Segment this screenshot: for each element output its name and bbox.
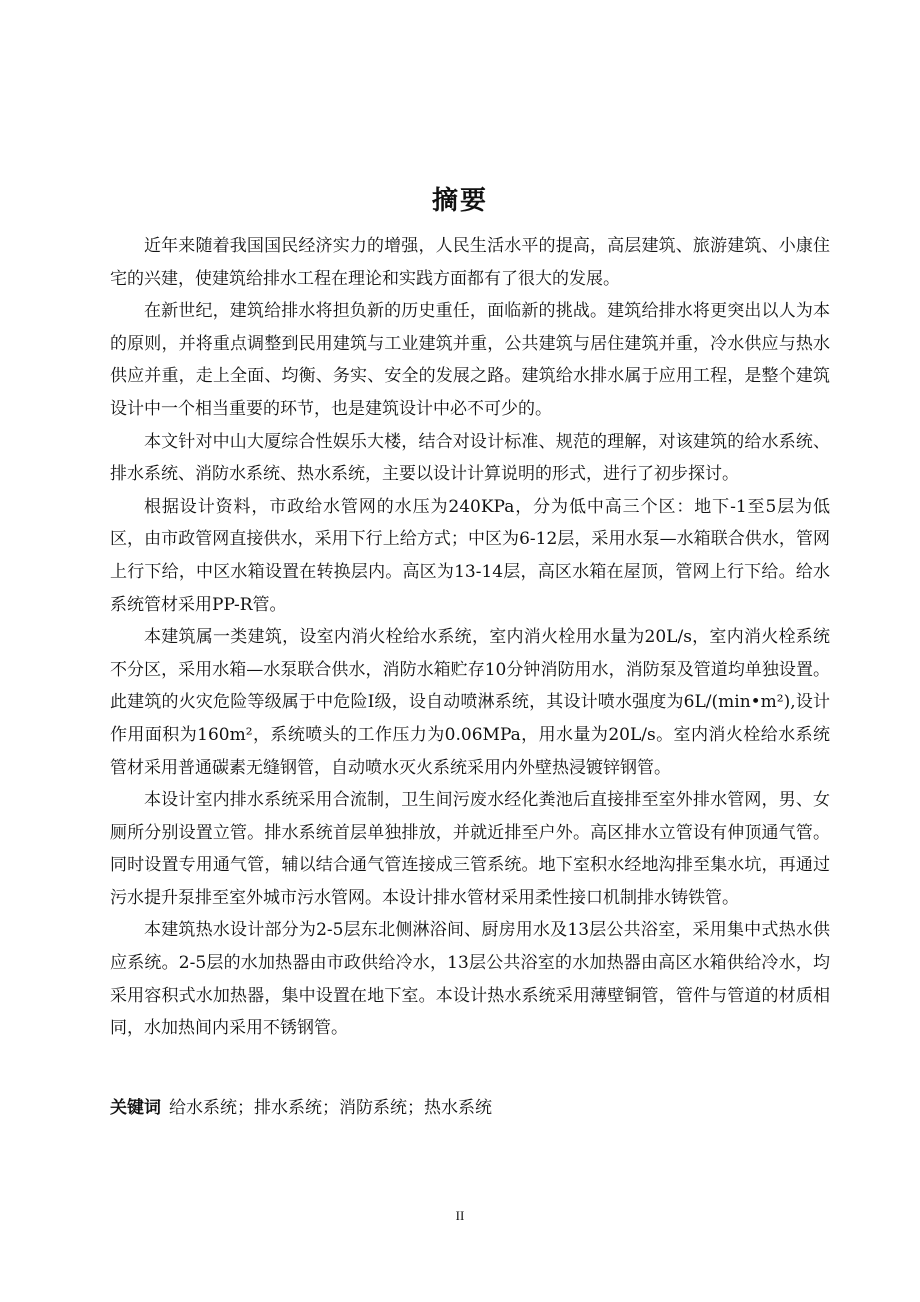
abstract-paragraph-5: 本建筑属一类建筑，设室内消火栓给水系统，室内消火栓用水量为20L/s，室内消火栓系统不分区，采用水箱—水泵联合供水，消防水箱贮存10分钟消防用水，消防泵及管道均单独设置。此建筑的火灾危险等级属于中危险Ⅰ级，设自动喷淋系统，其设计喷水强度为6L/(min•m²),设计作用面积为160m²，系统喷头的工作压力为0.06MPa，用水量为20L/s。室内消火栓给水系统管材采用普通碳素无缝钢管，自动喷水灭火系统采用内外壁热浸镀锌钢管。 [110,627,830,778]
page-number: II [455,1208,465,1223]
abstract-paragraph-2: 在新世纪，建筑给排水将担负新的历史重任，面临新的挑战。建筑给排水将更突出以人为本的原则，并将重点调整到民用建筑与工业建筑并重，公共建筑与居住建筑并重，冷水供应与热水供应并重，走上全面、均衡、务实、安全的发展之路。建筑给水排水属于应用工程，是整个建筑设计中一个相当重要的环节，也是建筑设计中必不可少的。 [110,301,830,419]
abstract-paragraph-1: 近年来随着我国国民经济实力的增强，人民生活水平的提高，高层建筑、旅游建筑、小康住宅的兴建，使建筑给排水工程在理论和实践方面都有了很大的发展。 [110,236,830,289]
abstract-paragraph-6: 本设计室内排水系统采用合流制，卫生间污废水经化粪池后直接排至室外排水管网，男、女厕所分别设置立管。排水系统首层单独排放，并就近排至户外。高区排水立管设有伸顶通气管。同时设置专用通气管，辅以结合通气管连接成三管系统。地下室积水经地沟排至集水坑，再通过污水提升泵排至室外城市污水管网。本设计排水管材采用柔性接口机制排水铸铁管。 [110,790,830,908]
keywords-text: 给水系统；排水系统；消防系统；热水系统 [169,1098,492,1118]
keywords-label: 关键词 [110,1098,161,1118]
abstract-paragraph-7: 本建筑热水设计部分为2-5层东北侧淋浴间、厨房用水及13层公共浴室，采用集中式热水供应系统。2-5层的水加热器由市政供给冷水，13层公共浴室的水加热器由高区水箱供给冷水，均采用容积式水加热器，集中设置在地下室。本设计热水系统采用薄壁铜管，管件与管道的材质相同，水加热间内采用不锈钢管。 [110,920,830,1039]
abstract-paragraph-4: 根据设计资料，市政给水管网的水压为240KPa，分为低中高三个区：地下-1至5层为低区，由市政管网直接供水，采用下行上给方式；中区为6-12层，采用水泵—水箱联合供水，管网上行下给，中区水箱设置在转换层内。高区为13-14层，高区水箱在屋顶，管网上行下给。给水系统管材采用PP-R管。 [110,496,830,615]
abstract-paragraph-3: 本文针对中山大厦综合性娱乐大楼，结合对设计标准、规范的理解，对该建筑的给水系统、排水系统、消防水系统、热水系统，主要以设计计算说明的形式，进行了初步探讨。 [110,431,830,485]
keywords-line [110,1092,830,1124]
abstract-body [110,230,830,1045]
abstract-title: 摘要 [431,186,488,216]
